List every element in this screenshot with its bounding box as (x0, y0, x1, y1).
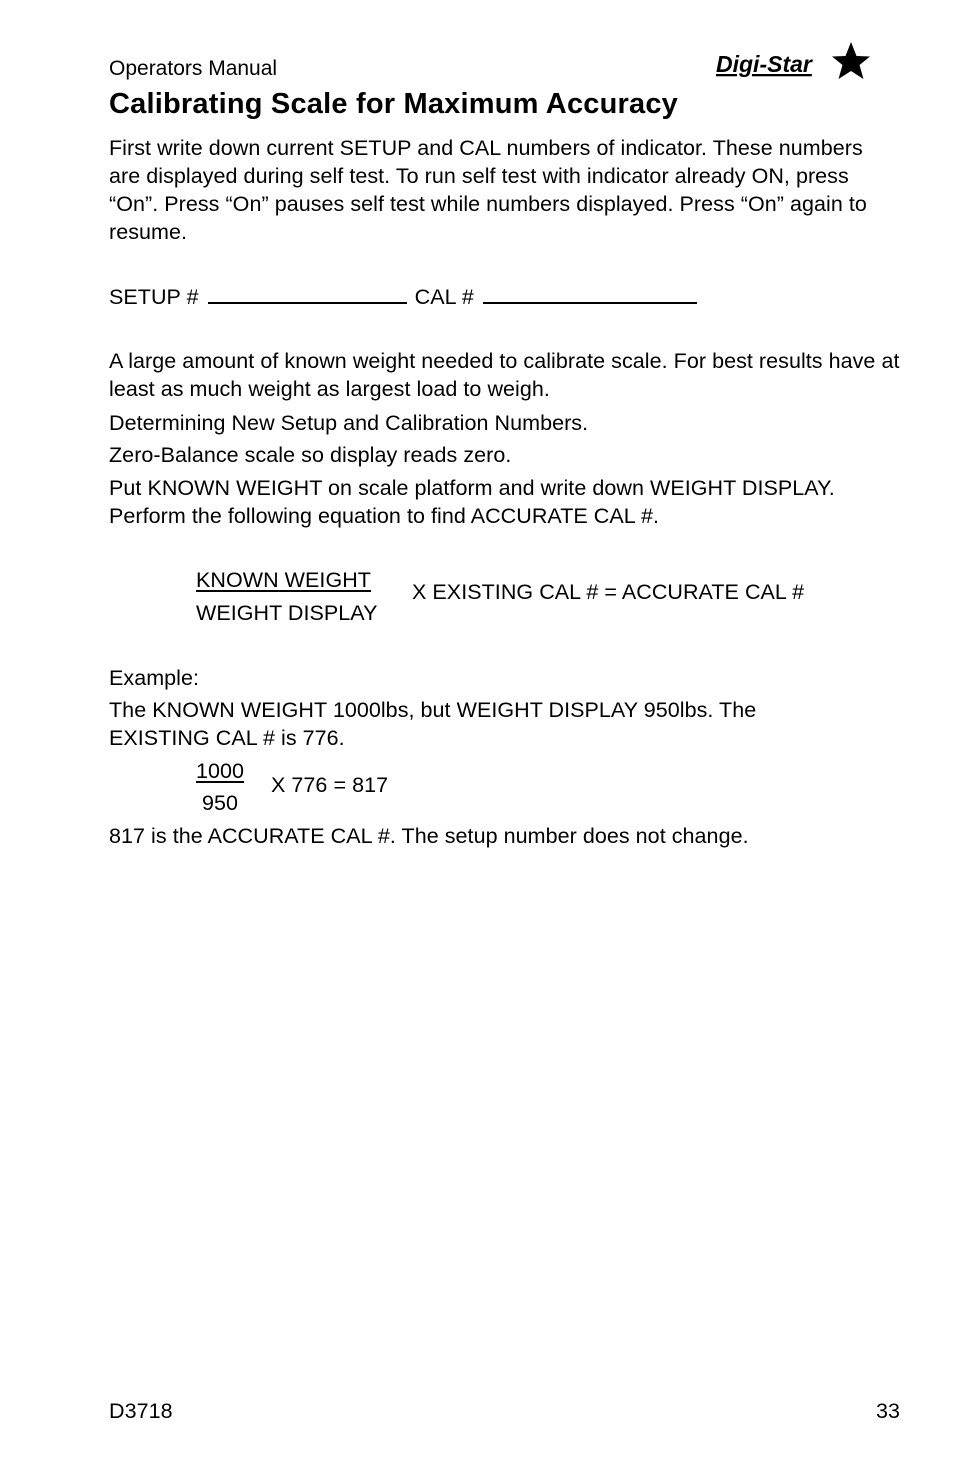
intro-paragraph (109, 134, 869, 246)
weight-needed-text: A large amount of known weight needed to calibrate scale. For best results have at least as much weight as largest load to weigh. (109, 349, 900, 401)
intro-text: First write down current SETUP and CAL numbers of indicator. These numbers are displayed during self test. To run self test with indicator already ON, press “On”. Press “On” pauses self test while numbers displayed. Press “On” again to resume. (109, 136, 867, 244)
result-paragraph: 817 is the ACCURATE CAL #. The setup number does not change. (109, 824, 749, 848)
example-text: The KNOWN WEIGHT 1000lbs, but WEIGHT DISPLAY 950lbs. The EXISTING CAL # is 776. (109, 698, 757, 750)
example-equation-numerator: 1000 (196, 759, 245, 783)
footer-page-number: 33 (876, 1399, 901, 1423)
example-equation-rhs: X 776 = 817 (271, 773, 389, 797)
cal-number-blank[interactable] (483, 284, 697, 304)
example-paragraph (109, 696, 849, 752)
setup-label: SETUP # (109, 285, 199, 309)
header-label: Operators Manual (109, 57, 278, 80)
weight-needed-paragraph (109, 347, 919, 403)
equation-denominator: WEIGHT DISPLAY (196, 601, 378, 625)
example-label: Example: (109, 666, 200, 690)
equation-numerator: KNOWN WEIGHT (196, 568, 371, 592)
star-icon (832, 42, 870, 79)
zero-balance-paragraph: Zero-Balance scale so display reads zero. (109, 443, 512, 467)
digi-star-logo (714, 42, 870, 82)
cal-label: CAL # (414, 285, 474, 309)
put-weight-paragraph (109, 474, 869, 530)
setup-number-blank[interactable] (208, 284, 407, 304)
footer-doc-id: D3718 (109, 1399, 173, 1423)
logo-text: Digi-Star (716, 51, 812, 77)
example-equation-denominator: 950 (202, 791, 239, 815)
equation-rhs: X EXISTING CAL # = ACCURATE CAL # (412, 580, 805, 604)
put-weight-text: Put KNOWN WEIGHT on scale platform and write down WEIGHT DISPLAY. Perform the following equation to find ACCURATE CAL #. (109, 476, 835, 528)
determining-paragraph: Determining New Setup and Calibration Numbers. (109, 411, 589, 435)
page-title: Calibrating Scale for Maximum Accuracy (109, 88, 678, 120)
setup-cal-form (109, 283, 697, 311)
